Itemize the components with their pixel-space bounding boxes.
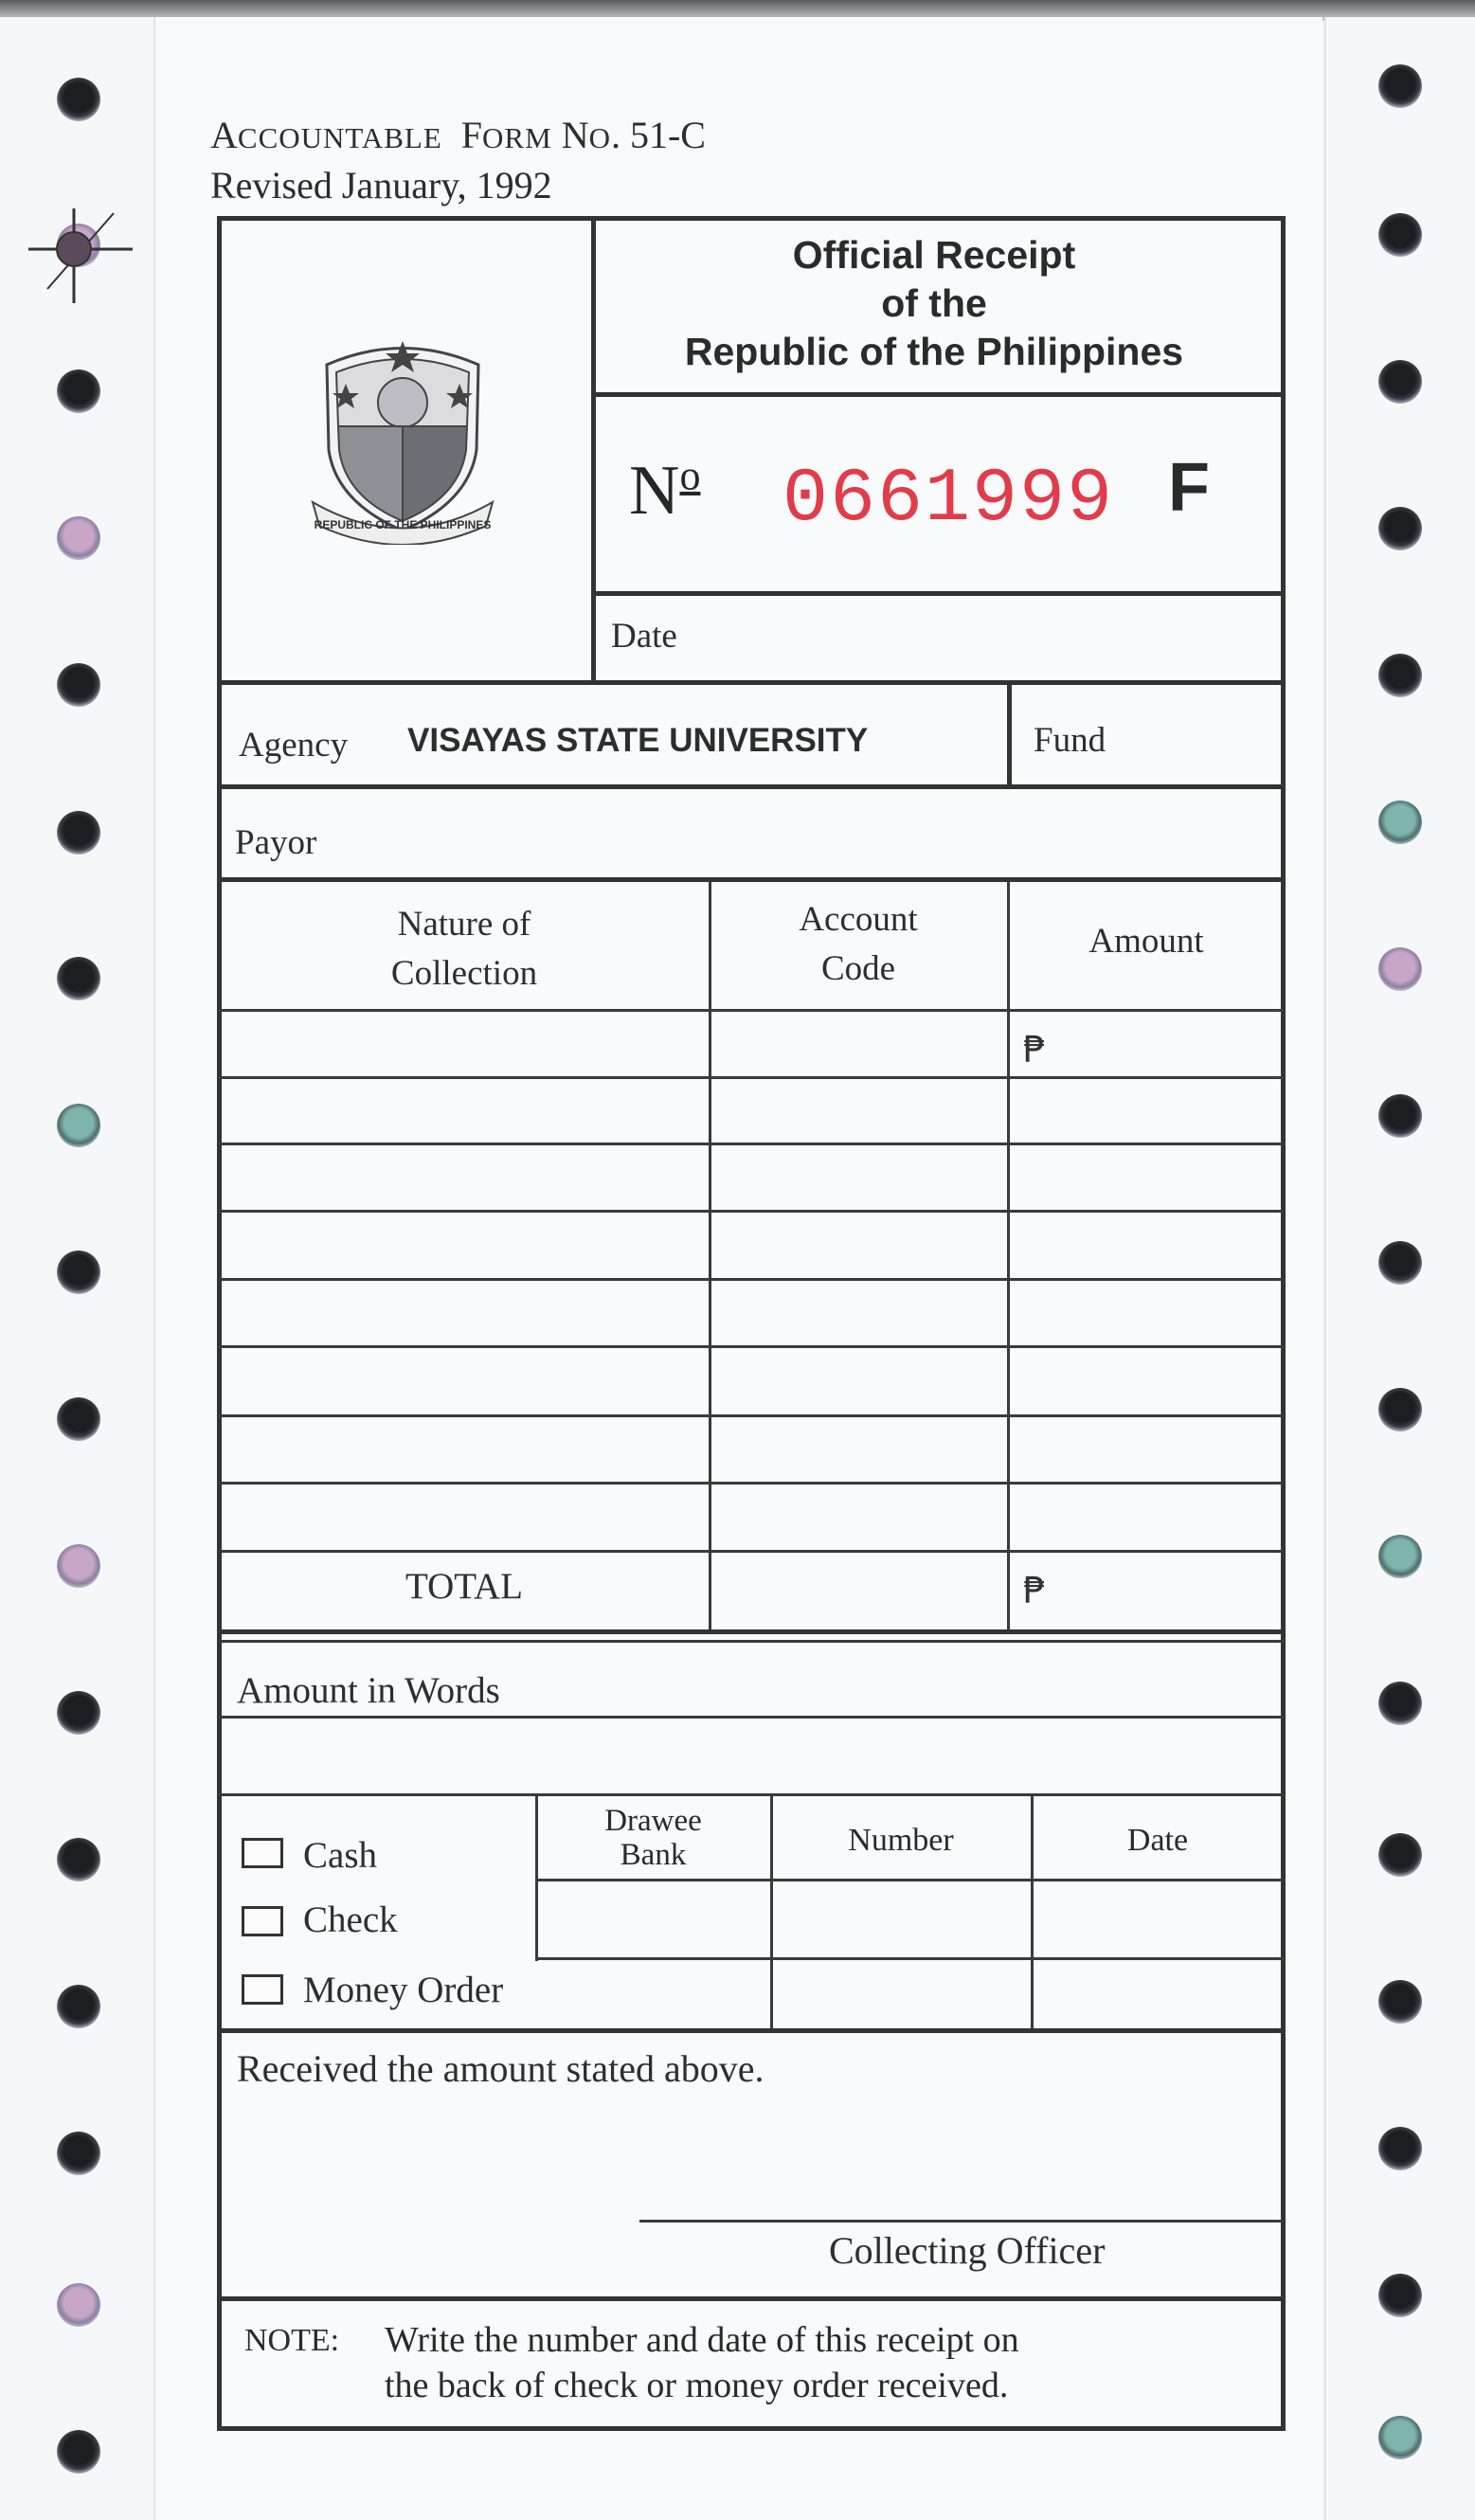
feed-hole bbox=[57, 2132, 100, 2175]
feed-hole bbox=[1378, 1388, 1422, 1431]
collecting-officer-label: Collecting Officer bbox=[829, 2229, 1106, 2272]
feed-hole bbox=[57, 2430, 100, 2474]
feed-hole bbox=[1378, 801, 1422, 844]
feed-hole bbox=[57, 1985, 100, 2028]
table-row-line bbox=[219, 1482, 1284, 1485]
feed-hole bbox=[57, 516, 100, 560]
receipt-title bbox=[597, 231, 1271, 376]
cash-checkbox[interactable] bbox=[242, 1838, 283, 1868]
table-row-line bbox=[219, 1143, 1284, 1145]
signature-line bbox=[639, 2220, 1284, 2223]
table-row-line bbox=[219, 1009, 1284, 1012]
feed-hole bbox=[57, 811, 100, 855]
divider bbox=[219, 1629, 1284, 1634]
drawee-bank-header bbox=[538, 1804, 768, 1872]
feed-hole bbox=[1378, 213, 1422, 257]
feed-hole bbox=[57, 1397, 100, 1441]
feed-hole bbox=[57, 663, 100, 707]
receipt-suffix: F bbox=[1168, 450, 1210, 526]
col-header-text: Collection bbox=[390, 954, 538, 993]
total-peso-sign: ₱ bbox=[1023, 1570, 1047, 1611]
number-header: Number bbox=[848, 1823, 954, 1858]
table-row-line bbox=[219, 1278, 1284, 1281]
revised-date: Revised January, 1992 bbox=[210, 164, 552, 207]
feed-hole bbox=[1378, 360, 1422, 404]
feed-hole bbox=[57, 1838, 100, 1881]
feed-hole bbox=[57, 1544, 100, 1588]
divider bbox=[709, 881, 711, 1634]
title-line: of the bbox=[881, 281, 987, 325]
table-row-line bbox=[219, 1076, 1284, 1079]
received-statement: Received the amount stated above. bbox=[237, 2047, 764, 2090]
receipt-frame bbox=[217, 216, 1286, 2431]
feed-hole bbox=[1378, 947, 1422, 991]
feed-hole bbox=[1378, 654, 1422, 697]
table-row-line bbox=[219, 1210, 1284, 1213]
divider bbox=[593, 392, 1284, 397]
col-header-text: Nature of bbox=[397, 905, 531, 944]
divider bbox=[535, 1957, 1284, 1960]
check-option-label: Check bbox=[303, 1899, 398, 1940]
note-line: the back of check or money order received. bbox=[385, 2366, 1009, 2405]
date-label: Date bbox=[611, 617, 677, 656]
form-number-header bbox=[210, 112, 706, 209]
divider bbox=[219, 784, 1284, 789]
col-header-nature bbox=[237, 900, 692, 999]
money-order-checkbox[interactable] bbox=[242, 1974, 283, 2005]
divider bbox=[1007, 682, 1012, 788]
feed-hole bbox=[1378, 1241, 1422, 1285]
feed-hole bbox=[1378, 1833, 1422, 1877]
divider bbox=[219, 2028, 1284, 2033]
col-header-amount: Amount bbox=[1088, 922, 1204, 961]
cash-option-label: Cash bbox=[303, 1835, 377, 1876]
agency-value: VISAYAS STATE UNIVERSITY bbox=[407, 722, 869, 759]
table-row-line bbox=[219, 1550, 1284, 1553]
peso-sign: ₱ bbox=[1023, 1029, 1047, 1071]
money-order-option-label: Money Order bbox=[303, 1970, 504, 2010]
date-header: Date bbox=[1126, 1823, 1189, 1858]
feed-hole bbox=[1378, 2127, 1422, 2170]
feed-hole bbox=[57, 78, 100, 121]
col-header-text: Account bbox=[799, 900, 918, 939]
col-header-text: Code bbox=[820, 949, 896, 988]
total-label: TOTAL bbox=[405, 1566, 523, 1607]
feed-hole bbox=[1378, 2416, 1422, 2459]
receipt-number-label bbox=[629, 451, 700, 531]
feed-hole bbox=[1378, 1980, 1422, 2024]
feed-hole bbox=[1378, 1535, 1422, 1578]
feed-hole bbox=[1378, 2274, 1422, 2317]
divider bbox=[1007, 881, 1010, 1634]
divider bbox=[535, 1879, 1284, 1881]
registration-mark-icon bbox=[28, 204, 133, 308]
col-header-account-code bbox=[712, 895, 1004, 994]
form-number-line: ACCOUNTABLE FORM NO. 51-C bbox=[210, 114, 706, 156]
feed-hole bbox=[57, 1104, 100, 1147]
check-checkbox[interactable] bbox=[242, 1906, 283, 1936]
divider bbox=[219, 877, 1284, 882]
amount-in-words-label: Amount in Words bbox=[237, 1670, 500, 1711]
table-row-line bbox=[219, 1414, 1284, 1417]
divider bbox=[219, 2296, 1284, 2301]
table-row-line bbox=[219, 1345, 1284, 1348]
divider bbox=[591, 218, 596, 684]
feed-hole bbox=[57, 1251, 100, 1294]
divider bbox=[219, 1793, 1284, 1796]
feed-hole bbox=[57, 2283, 100, 2327]
divider bbox=[593, 591, 1284, 596]
note-label: NOTE: bbox=[244, 2323, 340, 2358]
divider bbox=[219, 1716, 1284, 1719]
agency-label: Agency bbox=[239, 726, 349, 765]
feed-hole bbox=[1378, 507, 1422, 550]
feed-hole bbox=[1378, 64, 1422, 108]
philippine-seal-icon bbox=[308, 336, 497, 545]
number-label-o: o bbox=[679, 452, 701, 499]
title-line: Republic of the Philippines bbox=[684, 330, 1184, 373]
fund-label: Fund bbox=[1034, 721, 1106, 760]
feed-hole bbox=[57, 957, 100, 1000]
note-line: Write the number and date of this receipt on bbox=[385, 2320, 1019, 2360]
seal-text: REPUBLIC OF THE PHILIPPINES bbox=[314, 518, 492, 531]
feed-hole bbox=[57, 369, 100, 413]
feed-hole bbox=[1378, 1682, 1422, 1725]
feed-hole bbox=[57, 1691, 100, 1735]
title-line: Official Receipt bbox=[792, 233, 1076, 277]
feed-hole bbox=[1378, 1094, 1422, 1138]
drawee-header-text: Drawee bbox=[604, 1804, 702, 1838]
divider bbox=[219, 1640, 1284, 1643]
receipt-serial-number: 0661999 bbox=[782, 457, 1115, 543]
drawee-header-text: Bank bbox=[620, 1838, 687, 1872]
divider bbox=[219, 680, 1284, 685]
note-text bbox=[385, 2317, 1019, 2408]
number-label-n: N bbox=[629, 452, 680, 530]
payor-label: Payor bbox=[235, 823, 317, 862]
